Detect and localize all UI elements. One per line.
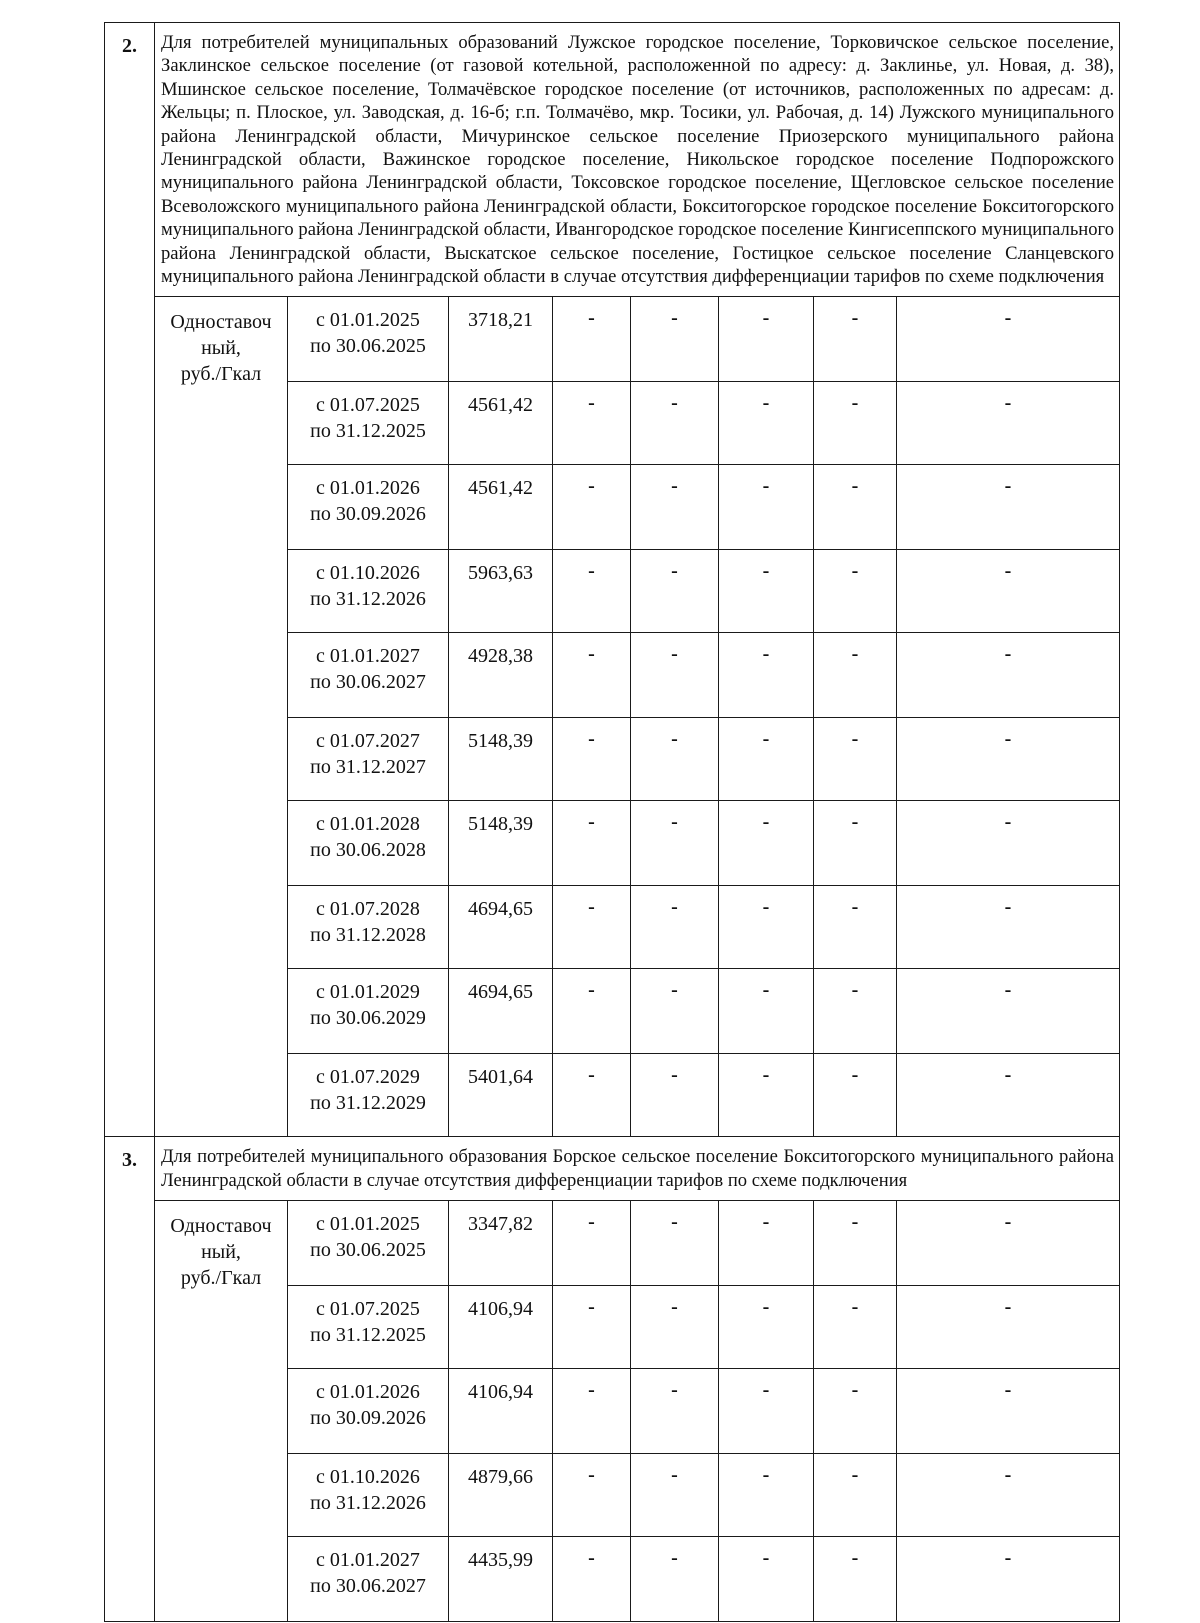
empty-value-dash: - (814, 382, 897, 465)
empty-value-dash: - (897, 297, 1120, 382)
period-cell (288, 1537, 449, 1622)
period-to: по 30.06.2025 (310, 335, 426, 358)
empty-value-dash: - (897, 1369, 1120, 1454)
tariff-value: 4106,94 (449, 1369, 553, 1454)
empty-value-dash: - (553, 1369, 631, 1454)
period-from: с 01.01.2025 (316, 1213, 420, 1236)
tariff-type-line: руб./Гкал (180, 363, 262, 386)
tariff-type-cell (155, 1201, 288, 1622)
empty-value-dash: - (553, 1537, 631, 1622)
period-to: по 31.12.2025 (310, 1324, 426, 1347)
empty-value-dash: - (553, 1454, 631, 1537)
empty-value-dash: - (897, 886, 1120, 969)
empty-value-dash: - (814, 969, 897, 1054)
empty-value-dash: - (897, 1201, 1120, 1286)
empty-value-dash: - (553, 465, 631, 550)
empty-value-dash: - (814, 550, 897, 633)
empty-value-dash: - (814, 1286, 897, 1369)
empty-value-dash: - (631, 1286, 719, 1369)
period-to: по 31.12.2026 (310, 588, 426, 611)
tariff-type-line: Одноставоч (170, 311, 272, 334)
empty-value-dash: - (897, 633, 1120, 718)
empty-value-dash: - (631, 465, 719, 550)
period-from: с 01.01.2028 (316, 813, 420, 836)
empty-value-dash: - (814, 465, 897, 550)
period-from: с 01.07.2027 (316, 730, 420, 753)
period-from: с 01.01.2027 (316, 1549, 420, 1572)
section-header-row (105, 1137, 1120, 1201)
tariff-table-body (105, 23, 1120, 1622)
empty-value-dash: - (719, 969, 814, 1054)
empty-value-dash: - (814, 801, 897, 886)
empty-value-dash: - (553, 718, 631, 801)
empty-value-dash: - (631, 886, 719, 969)
empty-value-dash: - (719, 633, 814, 718)
tariff-value: 3347,82 (449, 1201, 553, 1286)
tariff-value: 4435,99 (449, 1537, 553, 1622)
period-from: с 01.01.2025 (316, 309, 420, 332)
section-number: 3. (105, 1137, 155, 1622)
empty-value-dash: - (631, 633, 719, 718)
empty-value-dash: - (631, 1454, 719, 1537)
table-row (105, 1201, 1120, 1286)
empty-value-dash: - (814, 1369, 897, 1454)
empty-value-dash: - (814, 1537, 897, 1622)
period-cell (288, 718, 449, 801)
empty-value-dash: - (897, 801, 1120, 886)
tariff-table (104, 22, 1120, 1622)
section-description: Для потребителей муниципального образования Борское сельское поселение Бокситогорского муниципального района Ленинградской области в случае отсутствия дифференциации тарифов по схеме подключения (155, 1137, 1120, 1201)
period-cell (288, 1286, 449, 1369)
period-to: по 31.12.2026 (310, 1492, 426, 1515)
period-to: по 31.12.2028 (310, 924, 426, 947)
period-to: по 30.06.2027 (310, 1575, 426, 1598)
empty-value-dash: - (553, 886, 631, 969)
period-from: с 01.07.2028 (316, 898, 420, 921)
tariff-type-cell (155, 297, 288, 1137)
period-to: по 31.12.2029 (310, 1092, 426, 1115)
document-page (104, 22, 1119, 1622)
period-to: по 31.12.2027 (310, 756, 426, 779)
empty-value-dash: - (553, 382, 631, 465)
empty-value-dash: - (719, 382, 814, 465)
empty-value-dash: - (553, 633, 631, 718)
empty-value-dash: - (897, 465, 1120, 550)
period-cell (288, 297, 449, 382)
empty-value-dash: - (631, 1369, 719, 1454)
empty-value-dash: - (814, 1054, 897, 1137)
empty-value-dash: - (631, 382, 719, 465)
empty-value-dash: - (631, 1201, 719, 1286)
empty-value-dash: - (719, 1369, 814, 1454)
period-to: по 30.06.2029 (310, 1007, 426, 1030)
period-cell (288, 886, 449, 969)
period-to: по 30.06.2027 (310, 671, 426, 694)
period-cell (288, 1201, 449, 1286)
period-cell (288, 1454, 449, 1537)
period-to: по 31.12.2025 (310, 420, 426, 443)
empty-value-dash: - (553, 1286, 631, 1369)
tariff-type-line: Одноставоч (170, 1215, 272, 1238)
period-from: с 01.07.2029 (316, 1066, 420, 1089)
empty-value-dash: - (719, 1286, 814, 1369)
period-to: по 30.06.2028 (310, 839, 426, 862)
tariff-value: 4561,42 (449, 382, 553, 465)
period-to: по 30.09.2026 (310, 1407, 426, 1430)
empty-value-dash: - (553, 801, 631, 886)
empty-value-dash: - (814, 718, 897, 801)
empty-value-dash: - (897, 969, 1120, 1054)
empty-value-dash: - (897, 382, 1120, 465)
empty-value-dash: - (719, 550, 814, 633)
tariff-value: 4879,66 (449, 1454, 553, 1537)
table-row (105, 297, 1120, 382)
period-cell (288, 801, 449, 886)
tariff-type-line: ный, (201, 337, 241, 360)
period-cell (288, 969, 449, 1054)
tariff-value: 4694,65 (449, 969, 553, 1054)
empty-value-dash: - (719, 1054, 814, 1137)
tariff-value: 4694,65 (449, 886, 553, 969)
period-cell (288, 1369, 449, 1454)
empty-value-dash: - (897, 1537, 1120, 1622)
empty-value-dash: - (719, 465, 814, 550)
period-from: с 01.01.2027 (316, 645, 420, 668)
period-cell (288, 633, 449, 718)
period-from: с 01.07.2025 (316, 1298, 420, 1321)
section-header-row (105, 23, 1120, 297)
empty-value-dash: - (719, 1537, 814, 1622)
empty-value-dash: - (897, 1454, 1120, 1537)
tariff-value: 4106,94 (449, 1286, 553, 1369)
tariff-value: 4561,42 (449, 465, 553, 550)
period-cell (288, 382, 449, 465)
empty-value-dash: - (719, 718, 814, 801)
period-from: с 01.01.2029 (316, 981, 420, 1004)
empty-value-dash: - (631, 297, 719, 382)
empty-value-dash: - (553, 969, 631, 1054)
tariff-value: 4928,38 (449, 633, 553, 718)
empty-value-dash: - (897, 550, 1120, 633)
empty-value-dash: - (814, 1454, 897, 1537)
tariff-type-line: ный, (201, 1241, 241, 1264)
empty-value-dash: - (719, 1454, 814, 1537)
empty-value-dash: - (897, 1286, 1120, 1369)
empty-value-dash: - (553, 550, 631, 633)
tariff-value: 3718,21 (449, 297, 553, 382)
section-number: 2. (105, 23, 155, 1137)
section-description: Для потребителей муниципальных образований Лужское городское поселение, Торковичское сельское поселение, Заклинское сельское поселение (от газовой котельной, расположенной по адресу: д. Заклинье, ул. Новая, д. 38), Мшинское сельское поселение, Толмачёвское городское поселение (от источников, расположенных по адресам: д. Жельцы; п. Плоское, ул. Заводская, д. 16-б; г.п. Толмачёво, мкр. Тосики, ул. Рабочая, д. 14) Лужского муниципального района Ленинградской области, Мичуринское сельское поселение Приозерского муниципального района Ленинградской области, Важинское городское поселение, Никольское городское поселение Подпорожского муниципального района Ленинградской области, Токсовское городское поселение, Щегловское сельское поселение Всеволожского муниципального района Ленинградской области, Бокситогорское городское поселение Бокситогорского муниципального района Ленинградской области, Ивангородское городское поселение Кингисеппского муниципального района Ленинградской области, Выскатское сельское поселение, Гостицкое сельское поселение Сланцевского муниципального района Ленинградской области в случае отсутствия дифференциации тарифов по схеме подключения (155, 23, 1120, 297)
empty-value-dash: - (719, 1201, 814, 1286)
empty-value-dash: - (719, 297, 814, 382)
period-to: по 30.09.2026 (310, 503, 426, 526)
empty-value-dash: - (631, 550, 719, 633)
empty-value-dash: - (897, 1054, 1120, 1137)
empty-value-dash: - (631, 718, 719, 801)
period-cell (288, 1054, 449, 1137)
empty-value-dash: - (631, 1537, 719, 1622)
empty-value-dash: - (553, 1054, 631, 1137)
period-to: по 30.06.2025 (310, 1239, 426, 1262)
empty-value-dash: - (897, 718, 1120, 801)
period-cell (288, 465, 449, 550)
empty-value-dash: - (814, 1201, 897, 1286)
empty-value-dash: - (814, 633, 897, 718)
empty-value-dash: - (719, 886, 814, 969)
period-from: с 01.01.2026 (316, 477, 420, 500)
tariff-value: 5963,63 (449, 550, 553, 633)
tariff-type-line: руб./Гкал (180, 1267, 262, 1290)
empty-value-dash: - (719, 801, 814, 886)
tariff-value: 5148,39 (449, 718, 553, 801)
empty-value-dash: - (631, 1054, 719, 1137)
empty-value-dash: - (631, 801, 719, 886)
empty-value-dash: - (631, 969, 719, 1054)
period-from: с 01.10.2026 (316, 1466, 420, 1489)
period-from: с 01.01.2026 (316, 1381, 420, 1404)
empty-value-dash: - (814, 297, 897, 382)
tariff-value: 5401,64 (449, 1054, 553, 1137)
period-cell (288, 550, 449, 633)
empty-value-dash: - (553, 1201, 631, 1286)
period-from: с 01.10.2026 (316, 562, 420, 585)
tariff-value: 5148,39 (449, 801, 553, 886)
period-from: с 01.07.2025 (316, 394, 420, 417)
empty-value-dash: - (814, 886, 897, 969)
empty-value-dash: - (553, 297, 631, 382)
